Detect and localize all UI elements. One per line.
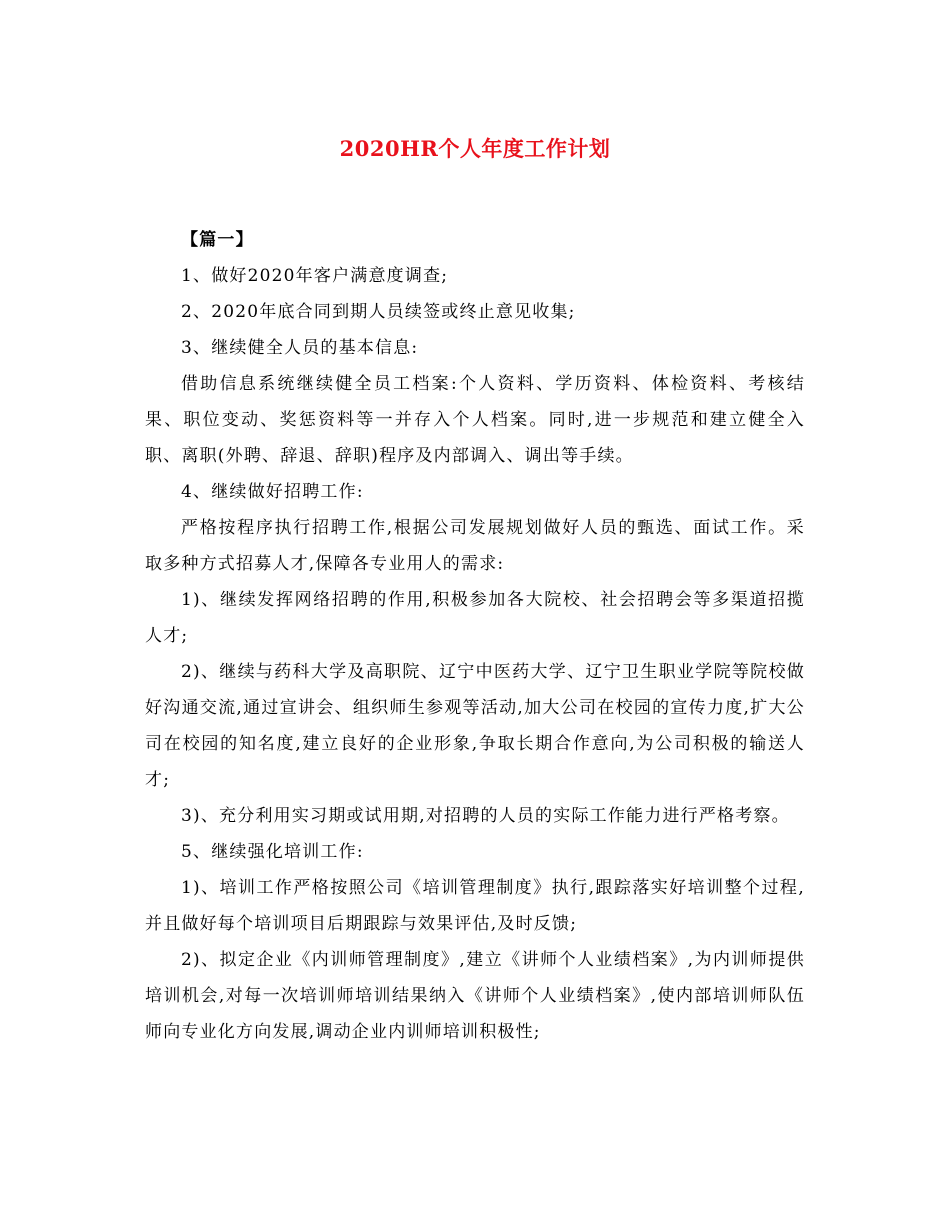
- paragraph: 2)、拟定企业《内训师管理制度》,建立《讲师个人业绩档案》,为内训师提供培训机会,对每一次培训师培训结果纳入《讲师个人业绩档案》,使内部培训师队伍师向专业化方向发展,调动企业内训师培训积极性;: [145, 950, 805, 1042]
- paragraph: 5、继续强化培训工作:: [181, 842, 364, 862]
- paragraph: 2、2020年底合同到期人员续签或终止意见收集;: [181, 302, 576, 322]
- paragraph: 3)、充分利用实习期或试用期,对招聘的人员的实际工作能力进行严格考察。: [181, 806, 790, 826]
- document-title: 2020HR个人年度工作计划: [339, 136, 611, 161]
- paragraph: 4、继续做好招聘工作:: [181, 482, 364, 502]
- paragraph: 2)、继续与药科大学及高职院、辽宁中医药大学、辽宁卫生职业学院等院校做好沟通交流,通过宣讲会、组织师生参观等活动,加大公司在校园的宣传力度,扩大公司在校园的知名度,建立良好的企业形象,争取长期合作意向,为公司积极的输送人才;: [145, 662, 805, 790]
- paragraph: 3、继续健全人员的基本信息:: [181, 338, 419, 358]
- section-heading: 【篇一】: [181, 230, 254, 250]
- paragraph: 1)、培训工作严格按照公司《培训管理制度》执行,跟踪落实好培训整个过程,并且做好每个培训项目后期跟踪与效果评估,及时反馈;: [145, 878, 805, 934]
- document-body: [145, 222, 805, 1050]
- paragraph: 1)、继续发挥网络招聘的作用,积极参加各大院校、社会招聘会等多渠道招揽人才;: [145, 590, 805, 646]
- paragraph: 借助信息系统继续健全员工档案:个人资料、学历资料、体检资料、考核结果、职位变动、奖惩资料等一并存入个人档案。同时,进一步规范和建立健全入职、离职(外聘、辞退、辞职)程序及内部调入、调出等手续。: [145, 374, 805, 466]
- paragraph: 严格按程序执行招聘工作,根据公司发展规划做好人员的甄选、面试工作。采取多种方式招募人才,保障各专业用人的需求:: [145, 518, 805, 574]
- paragraph: 1、做好2020年客户满意度调查;: [181, 266, 449, 286]
